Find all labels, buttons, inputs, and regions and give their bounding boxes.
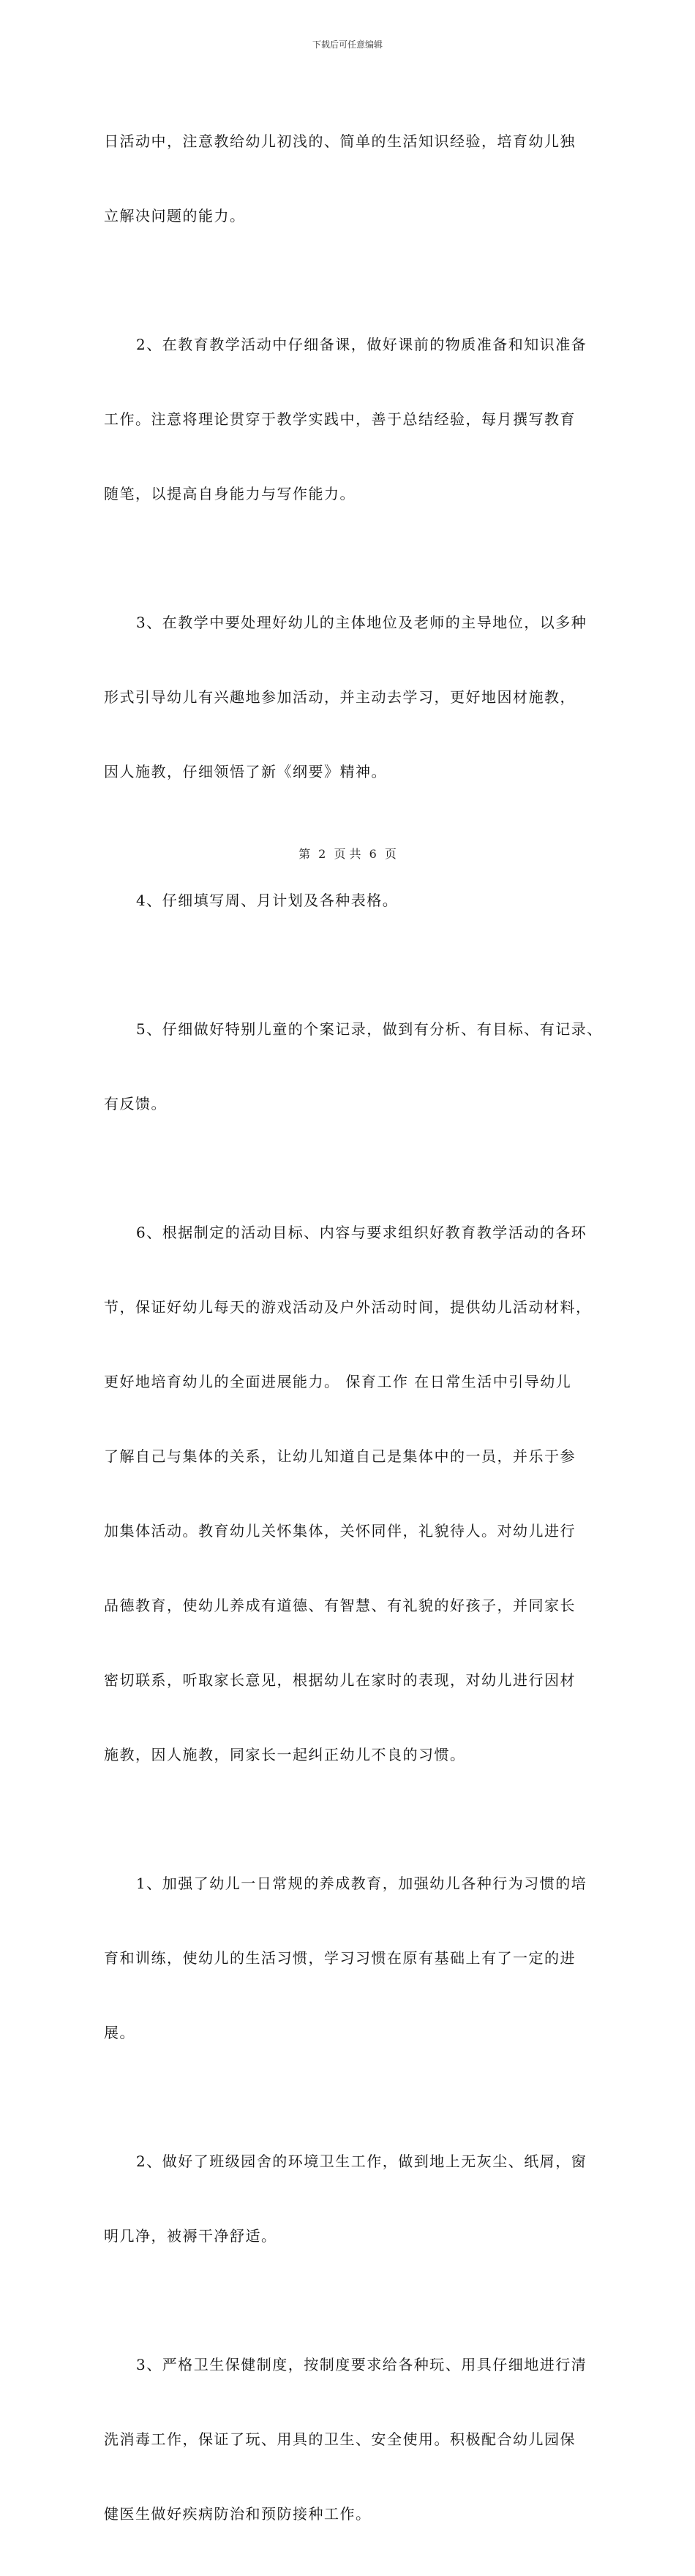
text-line: 密切联系，听取家长意见，根据幼儿在家时的表现，对幼儿进行因材 xyxy=(104,1671,576,1689)
paragraph xyxy=(104,1170,594,1817)
paragraph xyxy=(104,79,594,278)
text-line: 5、仔细做好特别儿童的个案记录，做到有分析、有目标、有记录、 xyxy=(136,1020,603,1038)
text-line: 有反馈。 xyxy=(104,1095,167,1112)
text-line: 4、仔细填写周、月计划及各种表格。 xyxy=(136,892,399,909)
text-line: 随笔，以提高自身能力与写作能力。 xyxy=(104,485,356,502)
current-page-number: 2 xyxy=(318,847,326,861)
text-line: 加集体活动。教育幼儿关怀集体，关怀同伴，礼貌待人。对幼儿进行 xyxy=(104,1522,576,1540)
paragraph xyxy=(104,560,594,834)
text-line: 节，保证好幼儿每天的游戏活动及户外活动时间，提供幼儿活动材料， xyxy=(104,1298,592,1316)
total-page-count: 6 xyxy=(369,847,377,861)
text-line: 明几净，被褥干净舒适。 xyxy=(104,2227,277,2245)
text-line: 洗消毒工作，保证了玩、用具的卫生、安全使用。积极配合幼儿园保 xyxy=(104,2430,576,2448)
paragraph xyxy=(104,1821,594,2095)
text-line: 2、做好了班级园舍的环境卫生工作，做到地上无灰尘、纸屑，窗 xyxy=(136,2153,587,2170)
text-line: 育和训练，使幼儿的生活习惯，学习习惯在原有基础上有了一定的进 xyxy=(104,1949,576,1967)
paragraph xyxy=(104,2099,594,2298)
text-line: 因人施教，仔细领悟了新《纲要》精神。 xyxy=(104,763,387,780)
page-footer xyxy=(0,845,695,862)
text-line: 6、根据制定的活动目标、内容与要求组织好教育教学活动的各环 xyxy=(136,1224,587,1241)
header-text: 下载后可任意编辑 xyxy=(312,39,383,50)
text-line: 2、在教育教学活动中仔细备课，做好课前的物质准备和知识准备 xyxy=(136,336,587,353)
page-header xyxy=(0,38,695,50)
text-line: 3、在教学中要处理好幼儿的主体地位及老师的主导地位，以多种 xyxy=(136,614,587,631)
text-line: 了解自己与集体的关系，让幼儿知道自己是集体中的一员，并乐于参 xyxy=(104,1447,576,1465)
text-line: 立解决问题的能力。 xyxy=(104,207,246,225)
text-line: 健医生做好疾病防治和预防接种工作。 xyxy=(104,2505,372,2523)
text-line: 1、加强了幼儿一日常规的养成教育，加强幼儿各种行为习惯的培 xyxy=(136,1875,587,1892)
text-line: 形式引导幼儿有兴趣地参加活动，并主动去学习，更好地因材施教， xyxy=(104,688,576,706)
footer-middle: 页 共 xyxy=(334,847,361,861)
paragraph xyxy=(104,2302,594,2576)
text-line: 更好地培育幼儿的全面进展能力。 保育工作 在日常生活中引导幼儿 xyxy=(104,1373,572,1390)
text-line: 施教，因人施教，同家长一起纠正幼儿不良的习惯。 xyxy=(104,1746,466,1763)
footer-prefix: 第 xyxy=(298,847,311,861)
paragraph xyxy=(104,282,594,556)
text-line: 展。 xyxy=(104,2024,135,2041)
text-line: 日活动中，注意教给幼儿初浅的、简单的生活知识经验，培育幼儿独 xyxy=(104,132,576,150)
text-line: 3、严格卫生保健制度，按制度要求给各种玩、用具仔细地进行清 xyxy=(136,2356,587,2373)
footer-suffix: 页 xyxy=(384,847,397,861)
paragraph xyxy=(104,967,603,1166)
document-body xyxy=(104,79,603,2576)
text-line: 工作。注意将理论贯穿于教学实践中，善于总结经验，每月撰写教育 xyxy=(104,410,576,428)
text-line: 品德教育，使幼儿养成有道德、有智慧、有礼貌的好孩子，并同家长 xyxy=(104,1597,576,1614)
